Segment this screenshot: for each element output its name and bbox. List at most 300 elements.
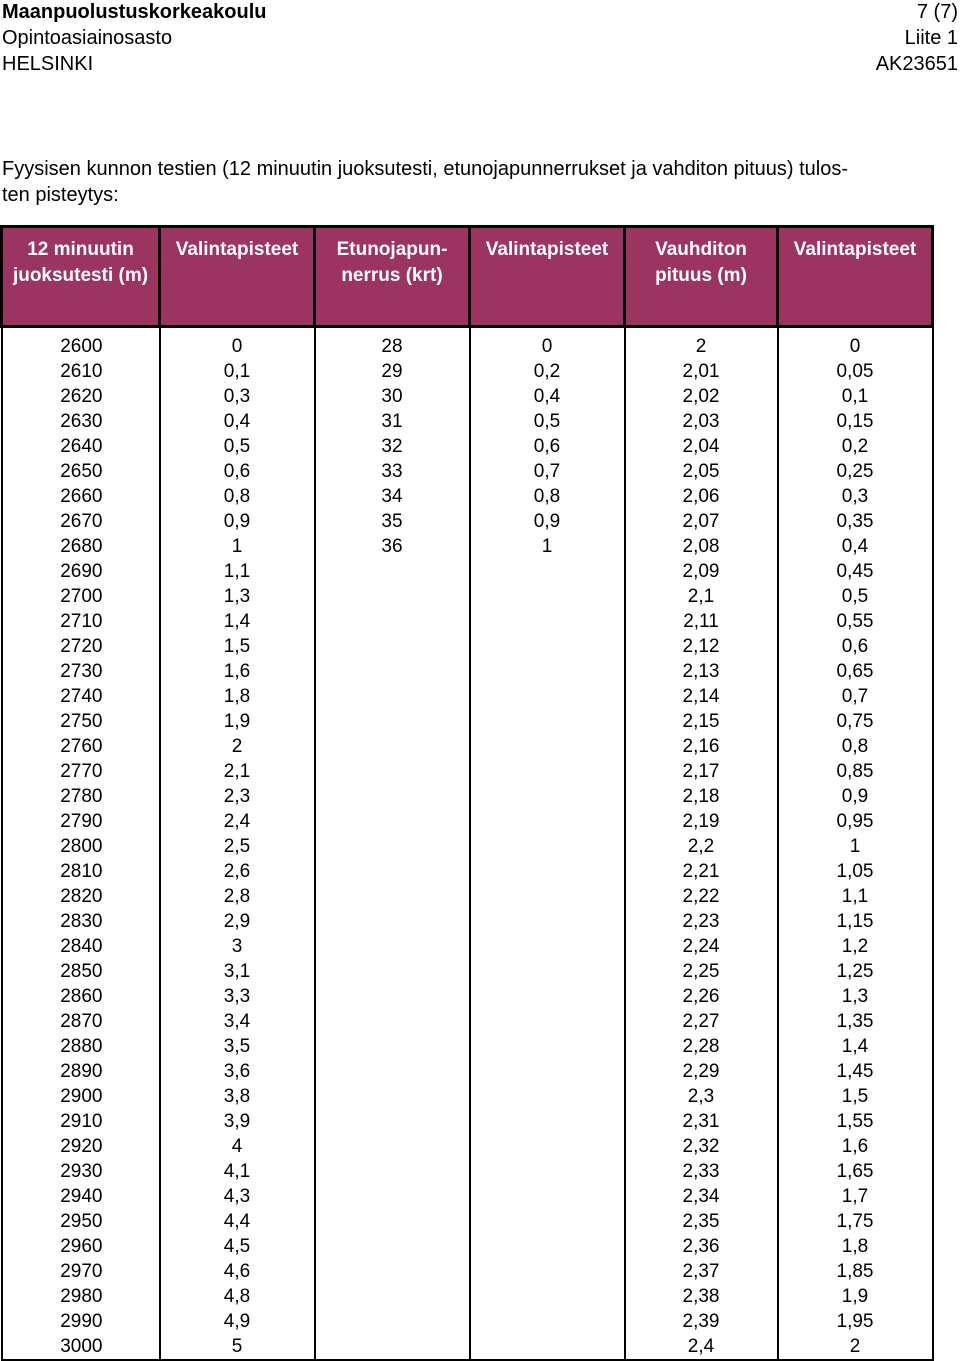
jump-length-cell: 2,03 bbox=[625, 409, 778, 434]
run-points-cell: 0,9 bbox=[160, 509, 315, 534]
pushups-cell: 29 bbox=[315, 359, 470, 384]
col-header-jump: Vauhditon pituus (m) bbox=[625, 227, 778, 327]
run-distance-cell: 2980 bbox=[2, 1284, 160, 1309]
run-distance-cell: 2630 bbox=[2, 409, 160, 434]
header-line-1 bbox=[2, 0, 960, 24]
run-distance-cell: 2670 bbox=[2, 509, 160, 534]
pushups-cell bbox=[315, 1234, 470, 1259]
run-points-cell: 1,1 bbox=[160, 559, 315, 584]
pushups-cell bbox=[315, 859, 470, 884]
jump-length-cell: 2,26 bbox=[625, 984, 778, 1009]
run-distance-cell: 2860 bbox=[2, 984, 160, 1009]
jump-length-cell: 2,07 bbox=[625, 509, 778, 534]
run-distance-cell: 2840 bbox=[2, 934, 160, 959]
jump-points-cell: 0,35 bbox=[778, 509, 933, 534]
run-points-cell: 3,9 bbox=[160, 1109, 315, 1134]
pushups-cell: 31 bbox=[315, 409, 470, 434]
table-row bbox=[2, 1284, 933, 1309]
run-points-cell: 4,5 bbox=[160, 1234, 315, 1259]
jump-length-cell: 2,38 bbox=[625, 1284, 778, 1309]
pushups-cell bbox=[315, 684, 470, 709]
pushups-points-cell bbox=[470, 1184, 625, 1209]
jump-points-cell: 0,3 bbox=[778, 484, 933, 509]
jump-points-cell: 1,95 bbox=[778, 1309, 933, 1334]
jump-length-cell: 2,11 bbox=[625, 609, 778, 634]
pushups-points-cell bbox=[470, 1059, 625, 1084]
pushups-points-cell bbox=[470, 809, 625, 834]
jump-points-cell: 0,5 bbox=[778, 584, 933, 609]
jump-length-cell: 2,35 bbox=[625, 1209, 778, 1234]
pushups-cell: 32 bbox=[315, 434, 470, 459]
jump-length-cell: 2,25 bbox=[625, 959, 778, 984]
run-points-cell: 0,5 bbox=[160, 434, 315, 459]
table-row bbox=[2, 1184, 933, 1209]
pushups-cell bbox=[315, 734, 470, 759]
pushups-cell bbox=[315, 1084, 470, 1109]
jump-length-cell: 2,18 bbox=[625, 784, 778, 809]
run-distance-cell: 2680 bbox=[2, 534, 160, 559]
pushups-cell bbox=[315, 934, 470, 959]
table-row bbox=[2, 809, 933, 834]
jump-length-cell: 2,37 bbox=[625, 1259, 778, 1284]
header-line-3 bbox=[2, 52, 960, 76]
pushups-points-cell: 1 bbox=[470, 534, 625, 559]
run-distance-cell: 2710 bbox=[2, 609, 160, 634]
pushups-cell bbox=[315, 709, 470, 734]
run-points-cell: 0,1 bbox=[160, 359, 315, 384]
jump-points-cell: 1,3 bbox=[778, 984, 933, 1009]
pushups-cell: 34 bbox=[315, 484, 470, 509]
run-points-cell: 1,9 bbox=[160, 709, 315, 734]
pushups-cell bbox=[315, 909, 470, 934]
run-distance-cell: 2880 bbox=[2, 1034, 160, 1059]
table-row bbox=[2, 684, 933, 709]
jump-length-cell: 2,14 bbox=[625, 684, 778, 709]
table-row bbox=[2, 959, 933, 984]
jump-points-cell: 0,15 bbox=[778, 409, 933, 434]
run-points-cell: 3,8 bbox=[160, 1084, 315, 1109]
pushups-points-cell: 0,5 bbox=[470, 409, 625, 434]
intro-text bbox=[2, 156, 957, 208]
run-distance-cell: 2740 bbox=[2, 684, 160, 709]
jump-points-cell: 0,4 bbox=[778, 534, 933, 559]
run-points-cell: 0,8 bbox=[160, 484, 315, 509]
pushups-cell bbox=[315, 1309, 470, 1334]
run-distance-cell: 2960 bbox=[2, 1234, 160, 1259]
pushups-cell bbox=[315, 1284, 470, 1309]
table-row bbox=[2, 659, 933, 684]
run-distance-cell: 2890 bbox=[2, 1059, 160, 1084]
run-distance-cell: 2920 bbox=[2, 1134, 160, 1159]
run-points-cell: 5 bbox=[160, 1334, 315, 1360]
run-distance-cell: 3000 bbox=[2, 1334, 160, 1360]
table-row bbox=[2, 1234, 933, 1259]
jump-points-cell: 1,15 bbox=[778, 909, 933, 934]
run-distance-cell: 2730 bbox=[2, 659, 160, 684]
run-distance-cell: 2720 bbox=[2, 634, 160, 659]
run-distance-cell: 2810 bbox=[2, 859, 160, 884]
jump-points-cell: 0,2 bbox=[778, 434, 933, 459]
pushups-points-cell: 0,7 bbox=[470, 459, 625, 484]
table-row bbox=[2, 859, 933, 884]
run-distance-cell: 2600 bbox=[2, 327, 160, 360]
run-points-cell: 2,6 bbox=[160, 859, 315, 884]
jump-points-cell: 0,55 bbox=[778, 609, 933, 634]
pushups-cell bbox=[315, 1134, 470, 1159]
pushups-points-cell bbox=[470, 984, 625, 1009]
pushups-points-cell bbox=[470, 1334, 625, 1360]
run-distance-cell: 2770 bbox=[2, 759, 160, 784]
jump-length-cell: 2,33 bbox=[625, 1159, 778, 1184]
pushups-cell bbox=[315, 884, 470, 909]
pushups-points-cell bbox=[470, 1134, 625, 1159]
intro-line: Fyysisen kunnon testien (12 minuutin juoksutesti, etunojapunnerrukset ja vahditon pituus) tulos- bbox=[2, 158, 849, 180]
jump-points-cell: 0,6 bbox=[778, 634, 933, 659]
jump-length-cell: 2 bbox=[625, 327, 778, 360]
jump-length-cell: 2,13 bbox=[625, 659, 778, 684]
pushups-cell bbox=[315, 984, 470, 1009]
pushups-points-cell bbox=[470, 1234, 625, 1259]
jump-length-cell: 2,05 bbox=[625, 459, 778, 484]
jump-points-cell: 1,75 bbox=[778, 1209, 933, 1234]
pushups-points-cell: 0,8 bbox=[470, 484, 625, 509]
jump-length-cell: 2,04 bbox=[625, 434, 778, 459]
run-points-cell: 2,1 bbox=[160, 759, 315, 784]
run-points-cell: 0,6 bbox=[160, 459, 315, 484]
page-number: 7 (7) bbox=[916, 1, 958, 23]
run-distance-cell: 2990 bbox=[2, 1309, 160, 1334]
pushups-cell: 28 bbox=[315, 327, 470, 360]
table-row bbox=[2, 1209, 933, 1234]
jump-length-cell: 2,32 bbox=[625, 1134, 778, 1159]
table-row bbox=[2, 459, 933, 484]
pushups-cell bbox=[315, 759, 470, 784]
pushups-points-cell bbox=[470, 784, 625, 809]
run-points-cell: 1,3 bbox=[160, 584, 315, 609]
pushups-points-cell bbox=[470, 1109, 625, 1134]
jump-points-cell: 1,85 bbox=[778, 1259, 933, 1284]
pushups-points-cell bbox=[470, 859, 625, 884]
department: Opintoasiainosasto bbox=[2, 27, 173, 49]
run-points-cell: 4 bbox=[160, 1134, 315, 1159]
table-header-row bbox=[2, 227, 933, 327]
pushups-points-cell: 0,2 bbox=[470, 359, 625, 384]
table-row bbox=[2, 559, 933, 584]
pushups-points-cell bbox=[470, 709, 625, 734]
jump-points-cell: 0 bbox=[778, 327, 933, 360]
jump-length-cell: 2,4 bbox=[625, 1334, 778, 1360]
run-points-cell: 2,8 bbox=[160, 884, 315, 909]
jump-points-cell: 0,85 bbox=[778, 759, 933, 784]
jump-length-cell: 2,3 bbox=[625, 1084, 778, 1109]
jump-points-cell: 1,45 bbox=[778, 1059, 933, 1084]
pushups-cell bbox=[315, 559, 470, 584]
pushups-cell bbox=[315, 1059, 470, 1084]
run-distance-cell: 2910 bbox=[2, 1109, 160, 1134]
jump-points-cell: 1,35 bbox=[778, 1009, 933, 1034]
jump-length-cell: 2,02 bbox=[625, 384, 778, 409]
col-header-points-jump: Valintapisteet bbox=[778, 227, 933, 327]
pushups-points-cell bbox=[470, 609, 625, 634]
pushups-points-cell bbox=[470, 684, 625, 709]
jump-points-cell: 1,65 bbox=[778, 1159, 933, 1184]
col-header-points-run: Valintapisteet bbox=[160, 227, 315, 327]
pushups-cell bbox=[315, 1259, 470, 1284]
run-distance-cell: 2750 bbox=[2, 709, 160, 734]
jump-length-cell: 2,17 bbox=[625, 759, 778, 784]
pushups-cell bbox=[315, 609, 470, 634]
jump-points-cell: 1 bbox=[778, 834, 933, 859]
run-points-cell: 2,4 bbox=[160, 809, 315, 834]
jump-length-cell: 2,31 bbox=[625, 1109, 778, 1134]
table-row bbox=[2, 384, 933, 409]
table-row bbox=[2, 1009, 933, 1034]
run-distance-cell: 2830 bbox=[2, 909, 160, 934]
jump-length-cell: 2,24 bbox=[625, 934, 778, 959]
col-header-pushups: Etunojapun- nerrus (krt) bbox=[315, 227, 470, 327]
jump-length-cell: 2,12 bbox=[625, 634, 778, 659]
run-distance-cell: 2970 bbox=[2, 1259, 160, 1284]
run-distance-cell: 2940 bbox=[2, 1184, 160, 1209]
pushups-cell bbox=[315, 1034, 470, 1059]
table-row bbox=[2, 584, 933, 609]
run-points-cell: 1,4 bbox=[160, 609, 315, 634]
run-points-cell: 4,9 bbox=[160, 1309, 315, 1334]
pushups-points-cell bbox=[470, 559, 625, 584]
run-points-cell: 4,4 bbox=[160, 1209, 315, 1234]
table-row bbox=[2, 709, 933, 734]
table-row bbox=[2, 609, 933, 634]
run-distance-cell: 2620 bbox=[2, 384, 160, 409]
run-distance-cell: 2790 bbox=[2, 809, 160, 834]
table-row bbox=[2, 759, 933, 784]
pushups-points-cell bbox=[470, 1084, 625, 1109]
jump-length-cell: 2,36 bbox=[625, 1234, 778, 1259]
jump-points-cell: 1,9 bbox=[778, 1284, 933, 1309]
jump-length-cell: 2,09 bbox=[625, 559, 778, 584]
table-row bbox=[2, 884, 933, 909]
pushups-points-cell bbox=[470, 759, 625, 784]
intro-line: ten pisteytys: bbox=[2, 184, 119, 206]
table-row bbox=[2, 1334, 933, 1360]
run-points-cell: 3,6 bbox=[160, 1059, 315, 1084]
pushups-points-cell bbox=[470, 584, 625, 609]
run-points-cell: 2,9 bbox=[160, 909, 315, 934]
pushups-cell bbox=[315, 1009, 470, 1034]
jump-points-cell: 1,7 bbox=[778, 1184, 933, 1209]
jump-points-cell: 1,55 bbox=[778, 1109, 933, 1134]
pushups-points-cell bbox=[470, 734, 625, 759]
pushups-cell bbox=[315, 834, 470, 859]
table-row bbox=[2, 1034, 933, 1059]
table-body bbox=[2, 327, 933, 1361]
run-points-cell: 4,6 bbox=[160, 1259, 315, 1284]
table-row bbox=[2, 834, 933, 859]
table-row bbox=[2, 434, 933, 459]
table-row bbox=[2, 509, 933, 534]
jump-length-cell: 2,2 bbox=[625, 834, 778, 859]
run-distance-cell: 2780 bbox=[2, 784, 160, 809]
jump-points-cell: 0,7 bbox=[778, 684, 933, 709]
run-distance-cell: 2820 bbox=[2, 884, 160, 909]
table-row bbox=[2, 909, 933, 934]
run-distance-cell: 2900 bbox=[2, 1084, 160, 1109]
pushups-cell: 35 bbox=[315, 509, 470, 534]
jump-length-cell: 2,34 bbox=[625, 1184, 778, 1209]
pushups-points-cell bbox=[470, 1309, 625, 1334]
run-points-cell: 0,3 bbox=[160, 384, 315, 409]
run-points-cell: 0 bbox=[160, 327, 315, 360]
col-header-run: 12 minuutin juoksutesti (m) bbox=[2, 227, 160, 327]
run-points-cell: 2,3 bbox=[160, 784, 315, 809]
run-points-cell: 2,5 bbox=[160, 834, 315, 859]
pushups-points-cell bbox=[470, 1284, 625, 1309]
run-distance-cell: 2950 bbox=[2, 1209, 160, 1234]
jump-length-cell: 2,23 bbox=[625, 909, 778, 934]
run-distance-cell: 2610 bbox=[2, 359, 160, 384]
pushups-cell: 30 bbox=[315, 384, 470, 409]
city: HELSINKI bbox=[2, 53, 94, 75]
jump-points-cell: 0,8 bbox=[778, 734, 933, 759]
jump-points-cell: 1,05 bbox=[778, 859, 933, 884]
run-distance-cell: 2660 bbox=[2, 484, 160, 509]
pushups-cell bbox=[315, 784, 470, 809]
jump-length-cell: 2,15 bbox=[625, 709, 778, 734]
pushups-cell bbox=[315, 1109, 470, 1134]
pushups-cell bbox=[315, 1159, 470, 1184]
run-distance-cell: 2690 bbox=[2, 559, 160, 584]
table-row bbox=[2, 1309, 933, 1334]
col-header-points-pushups: Valintapisteet bbox=[470, 227, 625, 327]
table-row bbox=[2, 1134, 933, 1159]
jump-length-cell: 2,06 bbox=[625, 484, 778, 509]
pushups-points-cell bbox=[470, 1009, 625, 1034]
pushups-points-cell bbox=[470, 1209, 625, 1234]
jump-points-cell: 0,45 bbox=[778, 559, 933, 584]
jump-length-cell: 2,1 bbox=[625, 584, 778, 609]
jump-length-cell: 2,19 bbox=[625, 809, 778, 834]
jump-length-cell: 2,39 bbox=[625, 1309, 778, 1334]
pushups-points-cell bbox=[470, 659, 625, 684]
header-line-2 bbox=[2, 26, 960, 50]
run-points-cell: 3,1 bbox=[160, 959, 315, 984]
table-row bbox=[2, 784, 933, 809]
run-distance-cell: 2850 bbox=[2, 959, 160, 984]
table-row bbox=[2, 1059, 933, 1084]
pushups-cell bbox=[315, 809, 470, 834]
run-points-cell: 4,3 bbox=[160, 1184, 315, 1209]
jump-length-cell: 2,22 bbox=[625, 884, 778, 909]
run-distance-cell: 2650 bbox=[2, 459, 160, 484]
jump-length-cell: 2,01 bbox=[625, 359, 778, 384]
jump-points-cell: 1,2 bbox=[778, 934, 933, 959]
table-row bbox=[2, 1109, 933, 1134]
jump-points-cell: 1,5 bbox=[778, 1084, 933, 1109]
table-row bbox=[2, 634, 933, 659]
jump-length-cell: 2,08 bbox=[625, 534, 778, 559]
pushups-cell: 33 bbox=[315, 459, 470, 484]
run-points-cell: 3,5 bbox=[160, 1034, 315, 1059]
jump-length-cell: 2,16 bbox=[625, 734, 778, 759]
table-row bbox=[2, 534, 933, 559]
pushups-cell bbox=[315, 1334, 470, 1360]
org-name: Maanpuolustuskorkeakoulu bbox=[2, 1, 267, 23]
pushups-points-cell bbox=[470, 1159, 625, 1184]
jump-points-cell: 1,6 bbox=[778, 1134, 933, 1159]
table-row bbox=[2, 934, 933, 959]
run-points-cell: 1,5 bbox=[160, 634, 315, 659]
jump-points-cell: 1,8 bbox=[778, 1234, 933, 1259]
jump-points-cell: 0,25 bbox=[778, 459, 933, 484]
jump-points-cell: 1,25 bbox=[778, 959, 933, 984]
jump-points-cell: 0,95 bbox=[778, 809, 933, 834]
scoring-table bbox=[0, 225, 934, 1361]
run-points-cell: 3,3 bbox=[160, 984, 315, 1009]
pushups-points-cell bbox=[470, 834, 625, 859]
run-distance-cell: 2800 bbox=[2, 834, 160, 859]
pushups-points-cell bbox=[470, 1259, 625, 1284]
pushups-points-cell: 0 bbox=[470, 327, 625, 360]
pushups-points-cell bbox=[470, 959, 625, 984]
pushups-cell bbox=[315, 1209, 470, 1234]
pushups-cell bbox=[315, 959, 470, 984]
jump-points-cell: 0,75 bbox=[778, 709, 933, 734]
pushups-points-cell bbox=[470, 884, 625, 909]
run-distance-cell: 2700 bbox=[2, 584, 160, 609]
pushups-points-cell: 0,4 bbox=[470, 384, 625, 409]
pushups-points-cell bbox=[470, 909, 625, 934]
table-row bbox=[2, 1259, 933, 1284]
jump-length-cell: 2,21 bbox=[625, 859, 778, 884]
run-points-cell: 2 bbox=[160, 734, 315, 759]
table-row bbox=[2, 1159, 933, 1184]
run-points-cell: 3,4 bbox=[160, 1009, 315, 1034]
jump-length-cell: 2,29 bbox=[625, 1059, 778, 1084]
run-distance-cell: 2870 bbox=[2, 1009, 160, 1034]
table-row bbox=[2, 359, 933, 384]
pushups-cell: 36 bbox=[315, 534, 470, 559]
appendix-label: Liite 1 bbox=[904, 27, 958, 49]
table-row bbox=[2, 1084, 933, 1109]
pushups-points-cell bbox=[470, 934, 625, 959]
pushups-points-cell: 0,6 bbox=[470, 434, 625, 459]
run-points-cell: 1,6 bbox=[160, 659, 315, 684]
jump-points-cell: 0,65 bbox=[778, 659, 933, 684]
jump-points-cell: 1,1 bbox=[778, 884, 933, 909]
jump-points-cell: 0,9 bbox=[778, 784, 933, 809]
run-points-cell: 1,8 bbox=[160, 684, 315, 709]
run-points-cell: 0,4 bbox=[160, 409, 315, 434]
run-distance-cell: 2930 bbox=[2, 1159, 160, 1184]
table-row bbox=[2, 409, 933, 434]
jump-length-cell: 2,28 bbox=[625, 1034, 778, 1059]
pushups-cell bbox=[315, 634, 470, 659]
pushups-points-cell: 0,9 bbox=[470, 509, 625, 534]
run-distance-cell: 2760 bbox=[2, 734, 160, 759]
jump-length-cell: 2,27 bbox=[625, 1009, 778, 1034]
table-row bbox=[2, 484, 933, 509]
run-distance-cell: 2640 bbox=[2, 434, 160, 459]
jump-points-cell: 2 bbox=[778, 1334, 933, 1360]
jump-points-cell: 1,4 bbox=[778, 1034, 933, 1059]
pushups-cell bbox=[315, 1184, 470, 1209]
run-points-cell: 3 bbox=[160, 934, 315, 959]
run-points-cell: 4,8 bbox=[160, 1284, 315, 1309]
pushups-points-cell bbox=[470, 1034, 625, 1059]
pushups-points-cell bbox=[470, 634, 625, 659]
run-points-cell: 1 bbox=[160, 534, 315, 559]
table-row bbox=[2, 984, 933, 1009]
